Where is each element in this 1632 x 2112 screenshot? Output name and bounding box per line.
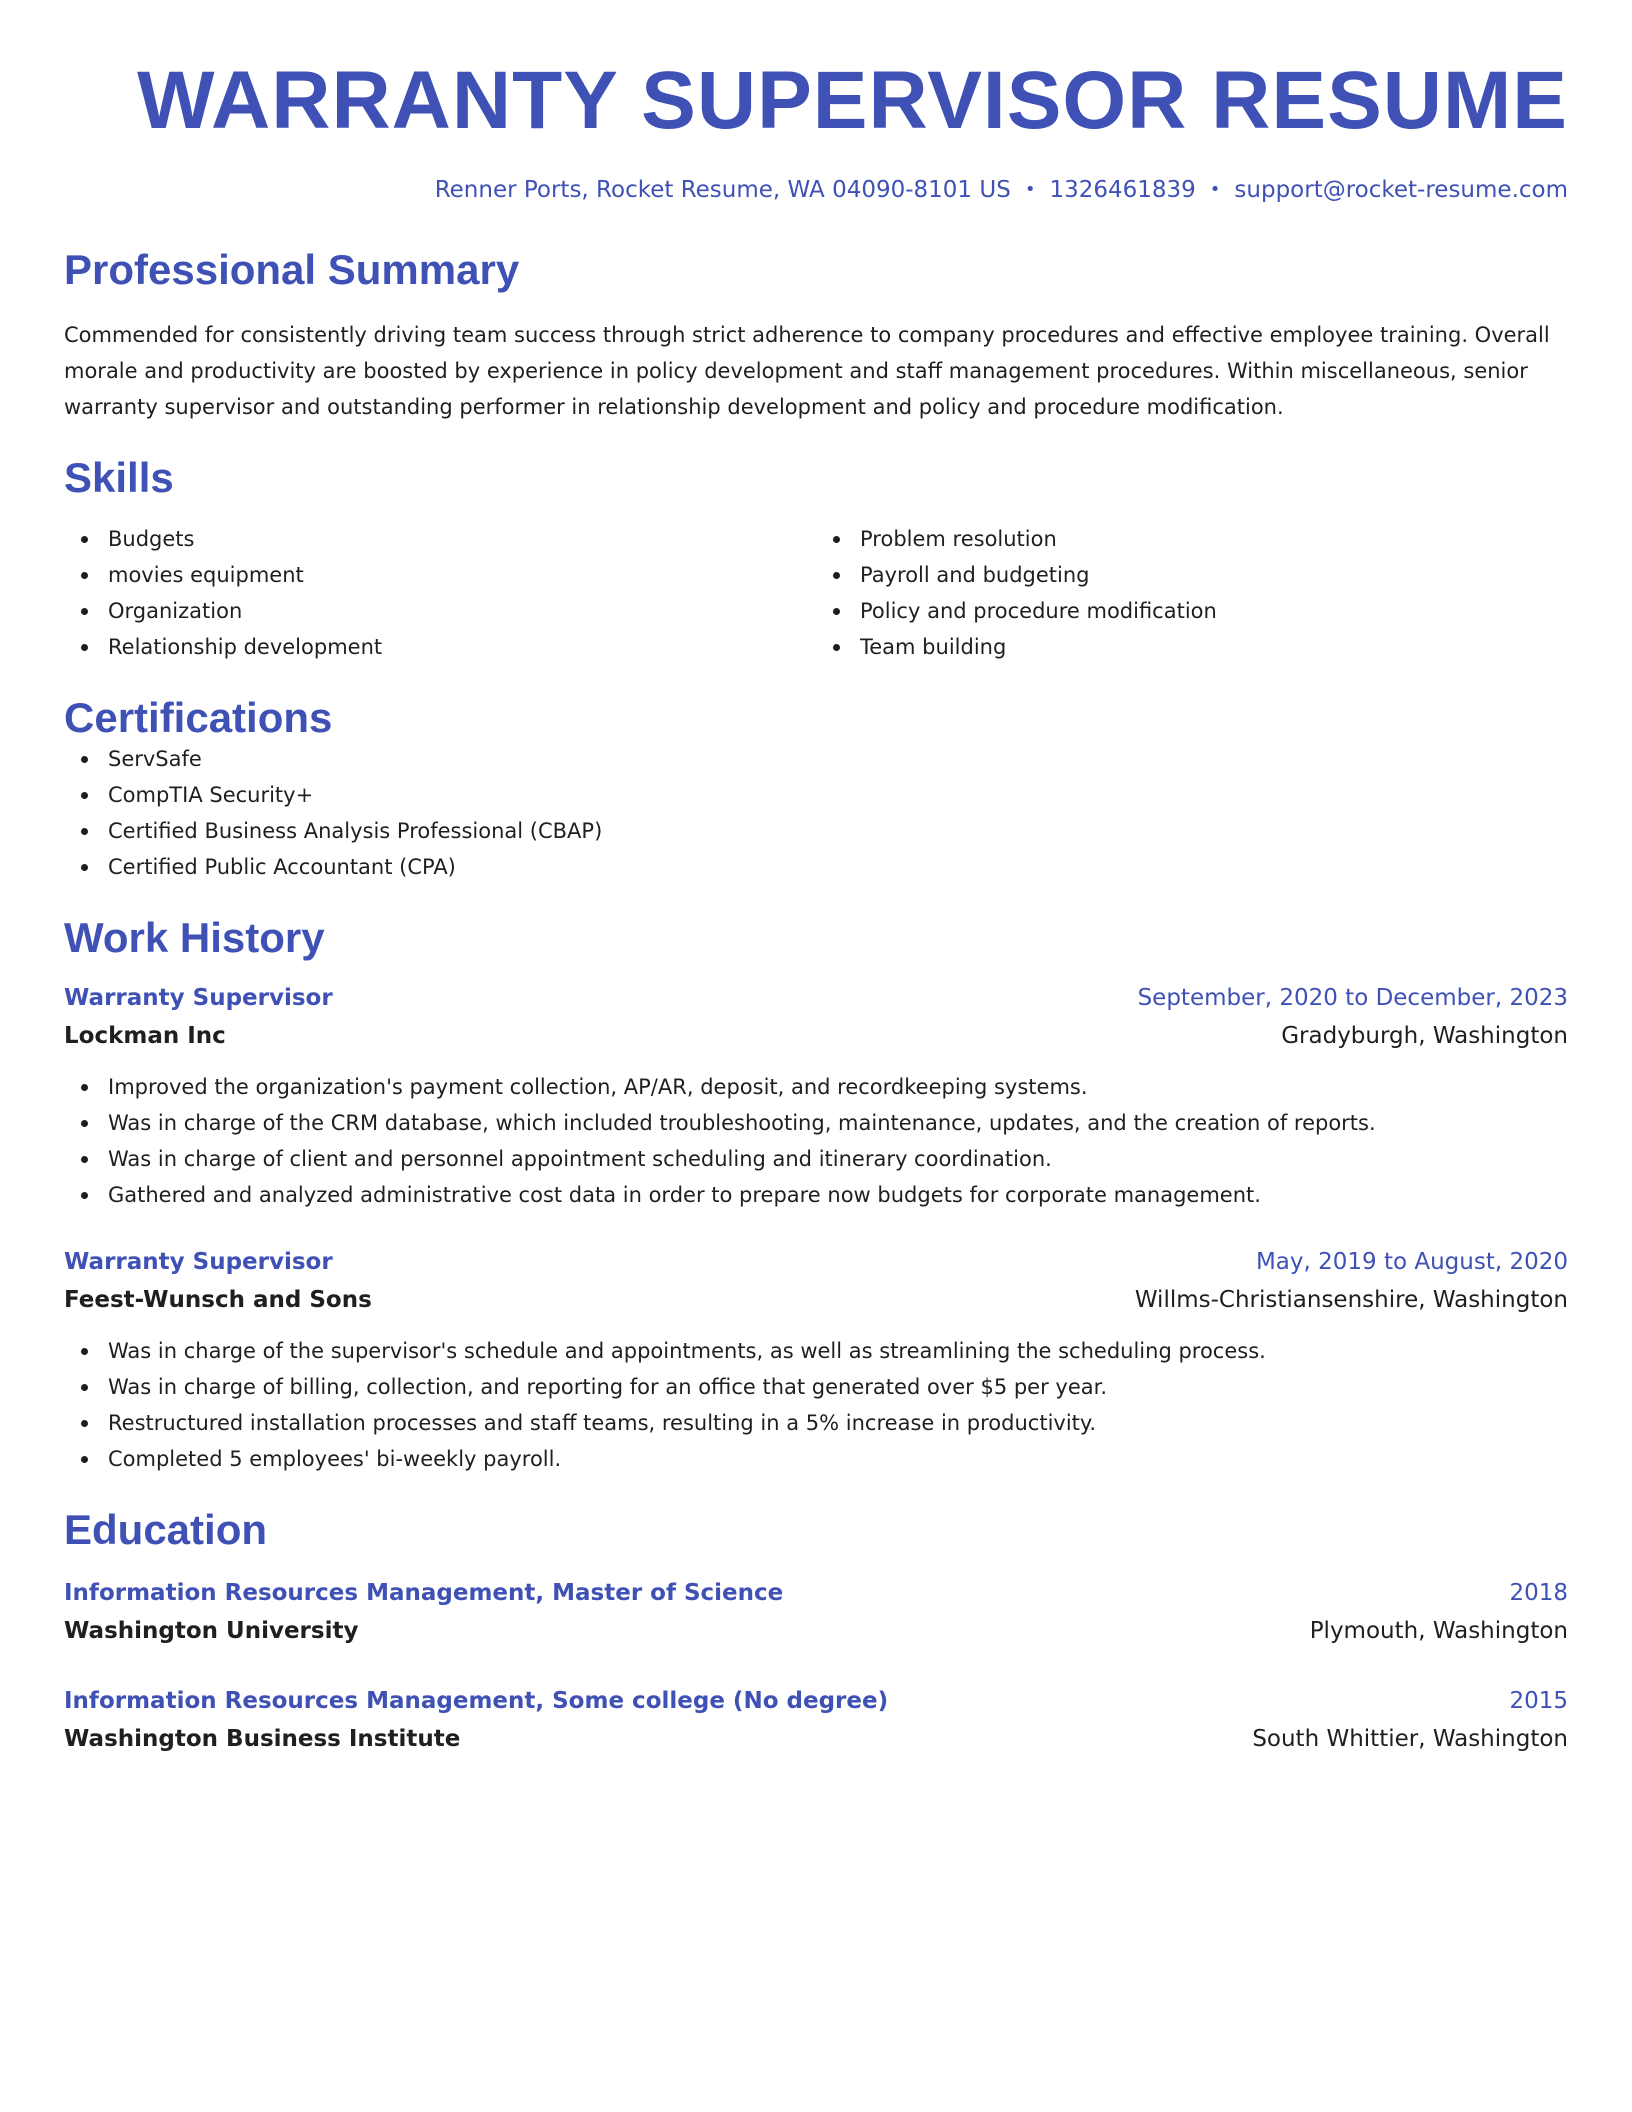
job-role: Warranty Supervisor — [64, 985, 333, 1012]
contact-separator: • — [1209, 179, 1221, 200]
education-entry — [64, 1682, 1568, 1758]
education-year: 2018 — [1509, 1579, 1568, 1606]
job-entry — [64, 979, 1568, 1213]
skill-item: movies equipment — [64, 557, 816, 593]
education-header — [64, 1574, 1568, 1612]
skills-list — [64, 521, 1568, 665]
education-school: Washington University — [64, 1617, 359, 1644]
job-bullet: Was in charge of the CRM database, which included troubleshooting, maintenance, updates, and the creation of reports. — [64, 1105, 1568, 1141]
job-bullet: Was in charge of the supervisor's schedule and appointments, as well as streamlining the scheduling process. — [64, 1333, 1568, 1369]
contact-line — [64, 177, 1568, 205]
work-history-heading: Work History — [64, 914, 325, 962]
skill-item: Policy and procedure modification — [816, 593, 1568, 629]
education-heading: Education — [64, 1506, 268, 1554]
job-bullets — [64, 1333, 1568, 1477]
skills-column-left — [64, 521, 816, 665]
contact-address: Renner Ports, Rocket Resume, WA 04090-8101 US — [434, 177, 1011, 203]
contact-separator: • — [1024, 179, 1036, 200]
certifications-heading: Certifications — [64, 693, 333, 741]
skill-item: Team building — [816, 629, 1568, 665]
certification-item: CompTIA Security+ — [64, 777, 1568, 813]
job-company: Lockman Inc — [64, 1023, 226, 1050]
job-company: Feest-Wunsch and Sons — [64, 1287, 372, 1314]
job-header — [64, 1243, 1568, 1281]
education-location: South Whittier, Washington — [1252, 1725, 1568, 1752]
job-bullets — [64, 1069, 1568, 1213]
skill-item: Payroll and budgeting — [816, 557, 1568, 593]
education-entry — [64, 1574, 1568, 1650]
job-entry — [64, 1243, 1568, 1477]
contact-email[interactable]: support@rocket-resume.com — [1234, 177, 1568, 203]
skill-item: Organization — [64, 593, 816, 629]
job-location: Willms-Christiansenshire, Washington — [1134, 1287, 1568, 1314]
skill-item: Budgets — [64, 521, 816, 557]
education-degree: Information Resources Management, Some college (No degree) — [64, 1687, 889, 1714]
education-school-row — [64, 1612, 1568, 1650]
job-company-row — [64, 1017, 1568, 1055]
summary-heading: Professional Summary — [64, 245, 520, 293]
education-degree: Information Resources Management, Master of Science — [64, 1579, 784, 1606]
job-bullet: Gathered and analyzed administrative cost data in order to prepare now budgets for corporate management. — [64, 1177, 1568, 1213]
job-dates: September, 2020 to December, 2023 — [1137, 985, 1568, 1012]
skills-heading: Skills — [64, 453, 174, 501]
job-company-row — [64, 1281, 1568, 1319]
education-location: Plymouth, Washington — [1309, 1617, 1568, 1644]
job-bullet: Restructured installation processes and staff teams, resulting in a 5% increase in productivity. — [64, 1405, 1568, 1441]
skill-item: Relationship development — [64, 629, 816, 665]
summary-text: Commended for consistently driving team success through strict adherence to company procedures and effective employee training. Overall morale and productivity are boosted by experience in policy development and staff management procedures. Within miscellaneous, senior warranty supervisor and outstanding performer in relationship development and policy and procedure modification. — [64, 322, 1550, 419]
certification-item: ServSafe — [64, 741, 1568, 777]
job-bullet: Was in charge of client and personnel appointment scheduling and itinerary coordination. — [64, 1141, 1568, 1177]
contact-phone: 1326461839 — [1049, 177, 1196, 203]
skill-item: Problem resolution — [816, 521, 1568, 557]
skills-column-right — [816, 521, 1568, 665]
education-school: Washington Business Institute — [64, 1725, 461, 1752]
education-header — [64, 1682, 1568, 1720]
job-dates: May, 2019 to August, 2020 — [1255, 1249, 1568, 1276]
resume-title: WARRANTY SUPERVISOR RESUME — [137, 55, 1568, 146]
job-bullet: Improved the organization's payment collection, AP/AR, deposit, and recordkeeping systems. — [64, 1069, 1568, 1105]
job-role: Warranty Supervisor — [64, 1249, 333, 1276]
job-header — [64, 979, 1568, 1017]
job-bullet: Was in charge of billing, collection, and reporting for an office that generated over $5 per year. — [64, 1369, 1568, 1405]
certifications-list — [64, 741, 1568, 885]
certification-item: Certified Public Accountant (CPA) — [64, 849, 1568, 885]
job-bullet: Completed 5 employees' bi-weekly payroll. — [64, 1441, 1568, 1477]
job-location: Gradyburgh, Washington — [1281, 1023, 1568, 1050]
education-school-row — [64, 1720, 1568, 1758]
certification-item: Certified Business Analysis Professional (CBAP) — [64, 813, 1568, 849]
education-year: 2015 — [1509, 1687, 1568, 1714]
